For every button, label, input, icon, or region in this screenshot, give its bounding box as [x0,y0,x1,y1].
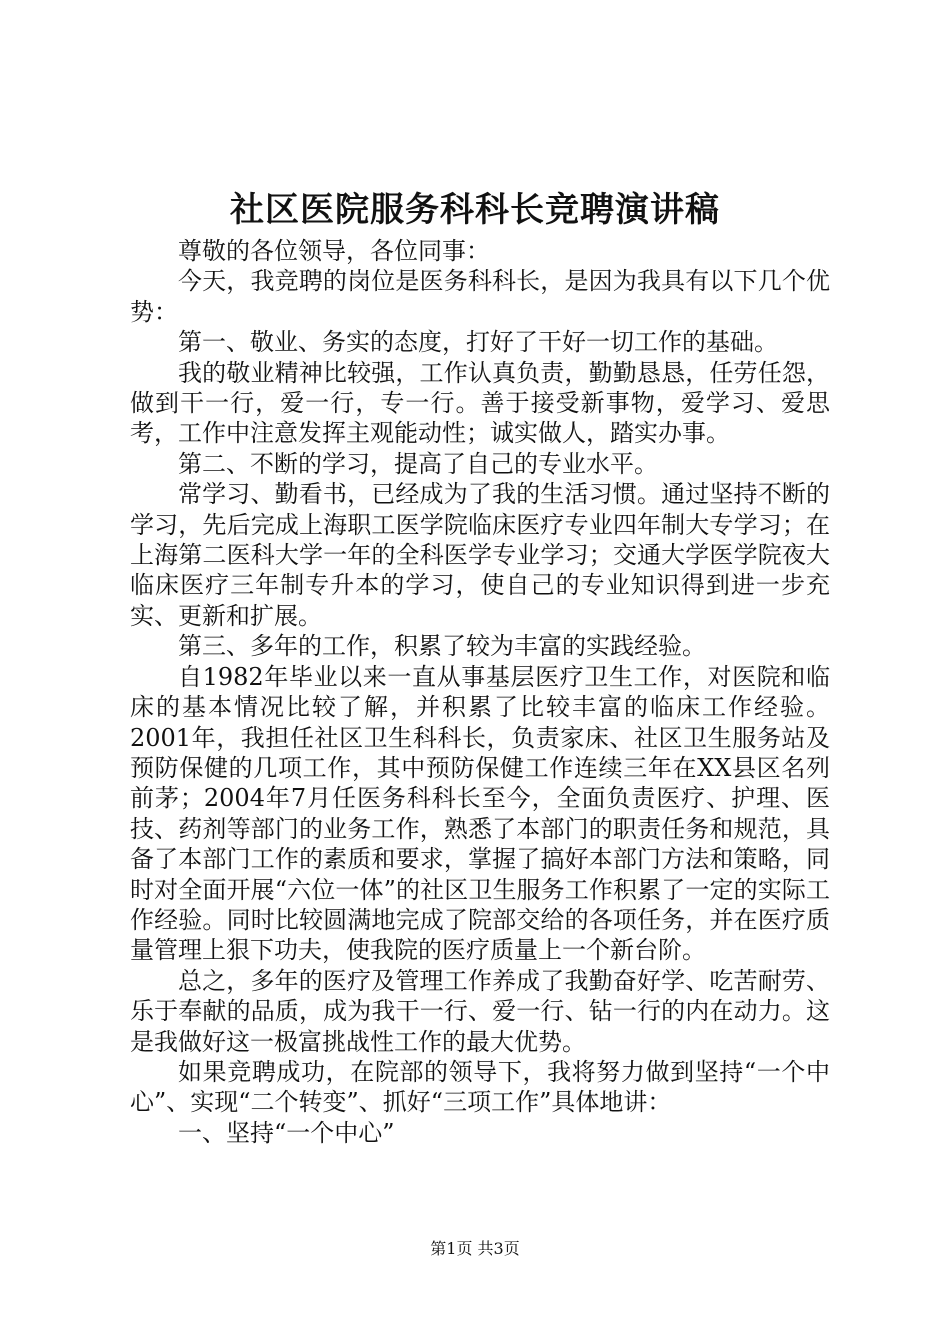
paragraph-plan: 如果竞聘成功，在院部的领导下，我将努力做到坚持“一个中心”、实现“二个转变”、抓好“三项工作”具体地讲： [130,1057,830,1117]
paragraph-learning: 常学习、勤看书，已经成为了我的生活习惯。通过坚持不断的学习，先后完成上海职工医学院临床医疗专业四年制大专学习；在上海第二医科大学一年的全科医学专业学习；交通大学医学院夜大临床医疗三年制专升本的学习，使自己的专业知识得到进一步充实、更新和扩展。 [130,480,830,630]
document-title: 社区医院服务科科长竞聘演讲稿 [230,190,720,230]
document-body [130,236,830,1148]
page-indicator: 第1页 共3页 [430,1239,520,1258]
paragraph-heading-2: 第二、不断的学习，提高了自己的专业水平。 [178,449,658,478]
paragraph-salutation: 尊敬的各位领导，各位同事： [178,237,490,265]
paragraph-summary: 总之，多年的医疗及管理工作养成了我勤奋好学、吃苦耐劳、乐于奉献的品质，成为我干一行、爱一行、钻一行的内在动力。这是我做好这一极富挑战性工作的最大优势。 [130,966,830,1056]
paragraph-heading-1: 第一、敬业、务实的态度，打好了干好一切工作的基础。 [178,328,778,357]
paragraph-experience: 自1982年毕业以来一直从事基层医疗卫生工作，对医院和临床的基本情况比较了解，并积累了比较丰富的临床工作经验。2001年，我担任社区卫生科科长，负责家床、社区卫生服务站及预防保健的几项工作，其中预防保健工作连续三年在XX县区名列前茅；2004年7月任医务科科长至今，全面负责医疗、护理、医技、药剂等部门的业务工作，熟悉了本部门的职责任务和规范，具备了本部门工作的素质和要求，掌握了搞好本部门方法和策略，同时对全面开展“六位一体”的社区卫生服务工作积累了一定的实际工作经验。同时比较圆满地完成了院部交给的各项任务，并在医疗质量管理上狠下功夫，使我院的医疗质量上一个新台阶。 [130,662,830,965]
paragraph-point-1: 一、坚持“一个中心” [178,1118,395,1147]
paragraph-dedication: 我的敬业精神比较强，工作认真负责，勤勤恳恳，任劳任怨，做到干一行，爱一行，专一行。善于接受新事物，爱学习、爱思考，工作中注意发挥主观能动性；诚实做人，踏实办事。 [130,358,830,448]
paragraph-intro: 今天，我竞聘的岗位是医务科科长，是因为我具有以下几个优势： [130,267,830,326]
paragraph-heading-3: 第三、多年的工作，积累了较为丰富的实践经验。 [178,632,706,661]
